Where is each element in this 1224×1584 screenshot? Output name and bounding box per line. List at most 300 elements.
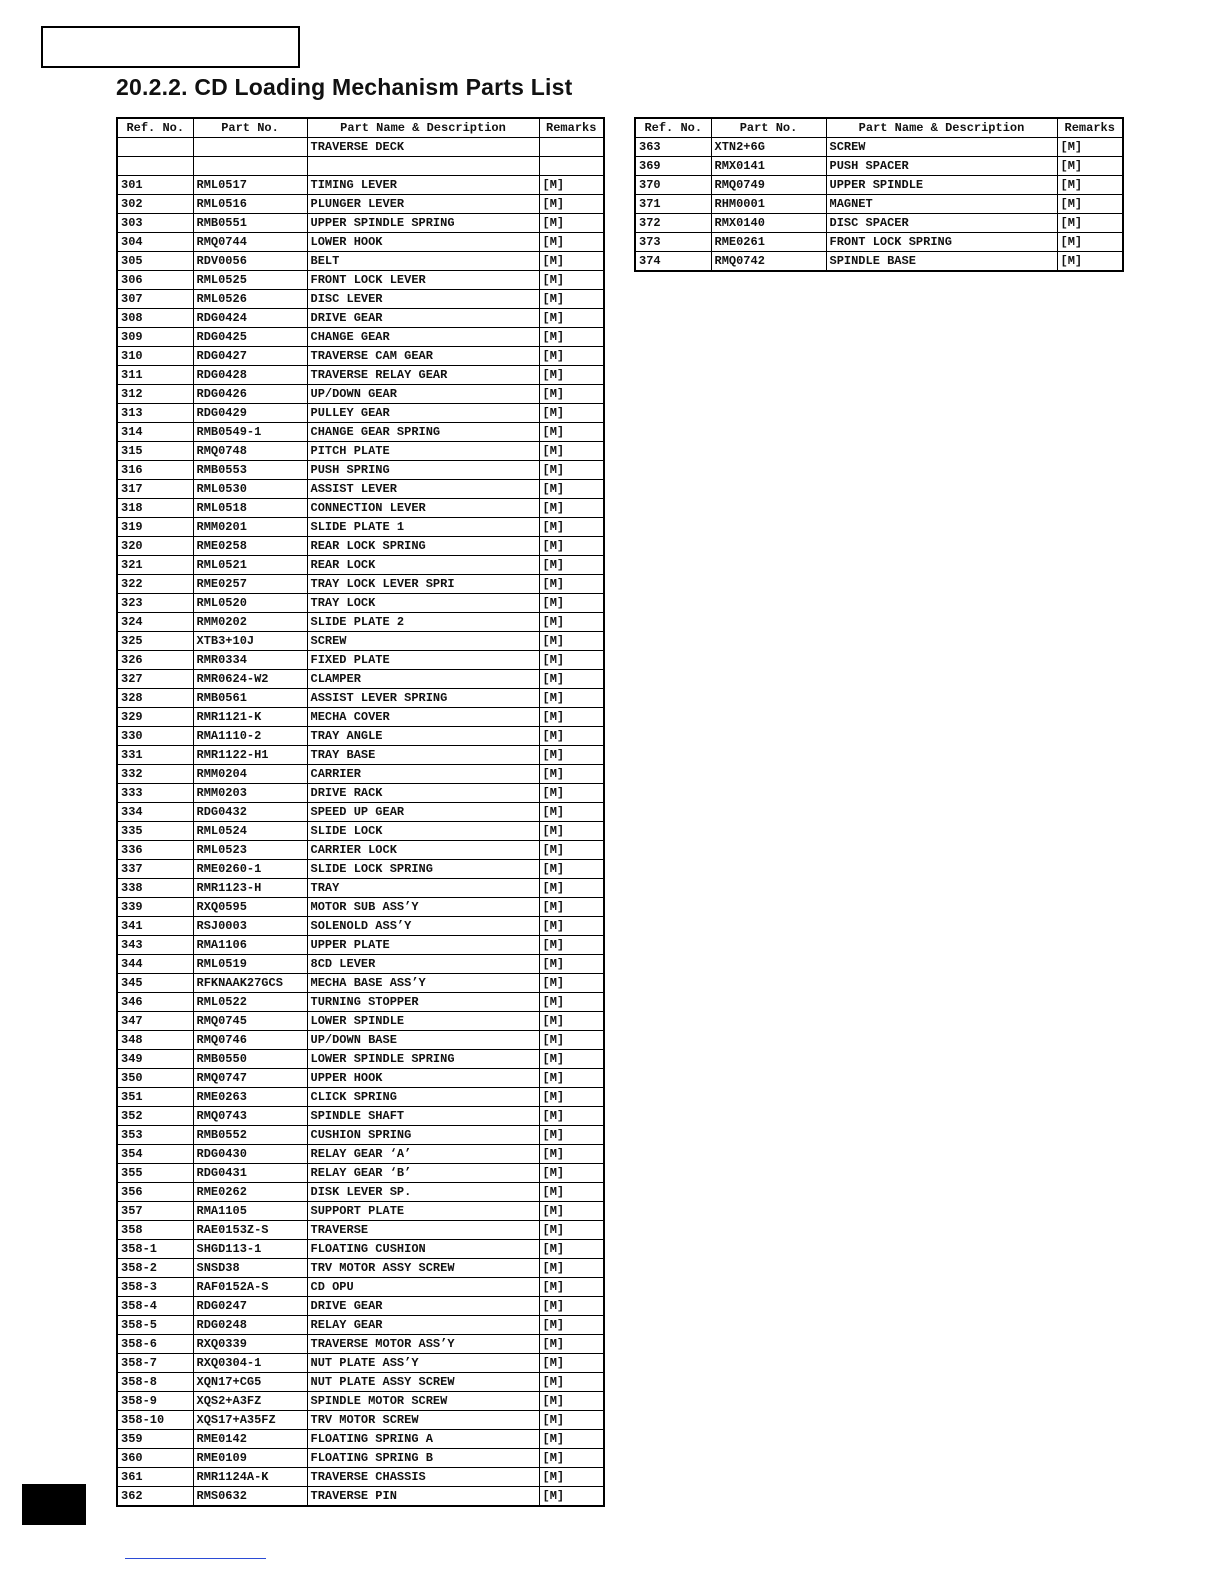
- remarks-cell: [M]: [539, 461, 604, 480]
- part-no-cell: RMQ0745: [193, 1012, 307, 1031]
- ref-no-cell: 357: [117, 1202, 193, 1221]
- remarks-cell: [M]: [539, 1069, 604, 1088]
- section-title: 20.2.2. CD Loading Mechanism Parts List: [116, 74, 573, 100]
- part-no-cell: RML0517: [193, 176, 307, 195]
- part-name-cell: SUPPORT PLATE: [307, 1202, 539, 1221]
- ref-no-cell: 311: [117, 366, 193, 385]
- table-row: [117, 974, 604, 993]
- ref-no-cell: 369: [635, 157, 711, 176]
- part-name-cell: TRV MOTOR SCREW: [307, 1411, 539, 1430]
- remarks-cell: [M]: [539, 404, 604, 423]
- table-row: [117, 1088, 604, 1107]
- remarks-cell: [M]: [539, 746, 604, 765]
- remarks-cell: [M]: [539, 1259, 604, 1278]
- table-row: [117, 195, 604, 214]
- remarks-cell: [M]: [539, 1012, 604, 1031]
- part-no-cell: RML0523: [193, 841, 307, 860]
- table-row: [117, 1354, 604, 1373]
- part-name-cell: CONNECTION LEVER: [307, 499, 539, 518]
- part-no-cell: RME0260-1: [193, 860, 307, 879]
- ref-no-cell: 313: [117, 404, 193, 423]
- remarks-cell: [M]: [1057, 176, 1123, 195]
- ref-no-cell: 358: [117, 1221, 193, 1240]
- part-name-cell: DRIVE RACK: [307, 784, 539, 803]
- table-row: [117, 1316, 604, 1335]
- col-remarks: Remarks: [1057, 118, 1123, 138]
- part-name-cell: TRAVERSE CHASSIS: [307, 1468, 539, 1487]
- ref-no-cell: 317: [117, 480, 193, 499]
- remarks-cell: [M]: [539, 974, 604, 993]
- remarks-cell: [M]: [539, 632, 604, 651]
- remarks-cell: [M]: [539, 822, 604, 841]
- col-part-name: Part Name & Description: [826, 118, 1057, 138]
- remarks-cell: [M]: [539, 1278, 604, 1297]
- remarks-cell: [M]: [539, 1411, 604, 1430]
- part-name-cell: FLOATING CUSHION: [307, 1240, 539, 1259]
- part-no-cell: RML0520: [193, 594, 307, 613]
- table-row: [117, 803, 604, 822]
- remarks-cell: [M]: [539, 594, 604, 613]
- ref-no-cell: 358-2: [117, 1259, 193, 1278]
- ref-no-cell: 309: [117, 328, 193, 347]
- remarks-cell: [M]: [539, 328, 604, 347]
- part-no-cell: RDG0424: [193, 309, 307, 328]
- part-no-cell: RML0522: [193, 993, 307, 1012]
- table-row: [117, 366, 604, 385]
- ref-no-cell: 319: [117, 518, 193, 537]
- table-row: [117, 328, 604, 347]
- ref-no-cell: 335: [117, 822, 193, 841]
- part-no-cell: RXQ0339: [193, 1335, 307, 1354]
- table-row: [117, 936, 604, 955]
- part-name-cell: TRV MOTOR ASSY SCREW: [307, 1259, 539, 1278]
- remarks-cell: [M]: [539, 480, 604, 499]
- part-name-cell: NUT PLATE ASSY SCREW: [307, 1373, 539, 1392]
- part-name-cell: TRAY ANGLE: [307, 727, 539, 746]
- part-no-cell: RDV0056: [193, 252, 307, 271]
- table-row: [117, 442, 604, 461]
- part-no-cell: RML0516: [193, 195, 307, 214]
- part-name-cell: UP/DOWN GEAR: [307, 385, 539, 404]
- part-name-cell: SCREW: [826, 138, 1057, 157]
- table-row: [117, 157, 604, 176]
- table-row: [117, 841, 604, 860]
- table-row: [117, 1430, 604, 1449]
- part-no-cell: XQS2+A3FZ: [193, 1392, 307, 1411]
- remarks-cell: [M]: [539, 1031, 604, 1050]
- table-row: [635, 138, 1123, 157]
- part-no-cell: RME0257: [193, 575, 307, 594]
- table-row: [117, 1107, 604, 1126]
- part-name-cell: TRAY BASE: [307, 746, 539, 765]
- part-name-cell: PULLEY GEAR: [307, 404, 539, 423]
- part-no-cell: RMA1110-2: [193, 727, 307, 746]
- part-name-cell: TURNING STOPPER: [307, 993, 539, 1012]
- remarks-cell: [M]: [539, 1297, 604, 1316]
- table-row: [117, 670, 604, 689]
- part-name-cell: UPPER SPINDLE SPRING: [307, 214, 539, 233]
- part-no-cell: RMB0553: [193, 461, 307, 480]
- remarks-cell: [M]: [539, 442, 604, 461]
- part-no-cell: RME0262: [193, 1183, 307, 1202]
- table-row: [635, 176, 1123, 195]
- part-name-cell: FRONT LOCK LEVER: [307, 271, 539, 290]
- part-name-cell: CARRIER: [307, 765, 539, 784]
- table-row: [117, 309, 604, 328]
- ref-no-cell: 358-10: [117, 1411, 193, 1430]
- table-row: [117, 765, 604, 784]
- remarks-cell: [M]: [1057, 214, 1123, 233]
- remarks-cell: [M]: [539, 385, 604, 404]
- part-name-cell: CHANGE GEAR SPRING: [307, 423, 539, 442]
- ref-no-cell: 336: [117, 841, 193, 860]
- table-row: [117, 1297, 604, 1316]
- parts-table-left: [116, 117, 605, 1507]
- part-no-cell: RME0109: [193, 1449, 307, 1468]
- ref-no-cell: 351: [117, 1088, 193, 1107]
- remarks-cell: [M]: [1057, 157, 1123, 176]
- part-name-cell: SPINDLE MOTOR SCREW: [307, 1392, 539, 1411]
- table-row: [635, 195, 1123, 214]
- part-name-cell: UPPER PLATE: [307, 936, 539, 955]
- table-row: [117, 917, 604, 936]
- ref-no-cell: 322: [117, 575, 193, 594]
- part-no-cell: RML0525: [193, 271, 307, 290]
- parts-table-left-body: [117, 138, 604, 1507]
- ref-no-cell: 358-6: [117, 1335, 193, 1354]
- ref-no-cell: 326: [117, 651, 193, 670]
- part-no-cell: RDG0429: [193, 404, 307, 423]
- remarks-cell: [M]: [539, 1487, 604, 1507]
- table-row: [117, 176, 604, 195]
- remarks-cell: [M]: [539, 1050, 604, 1069]
- remarks-cell: [M]: [539, 1202, 604, 1221]
- ref-no-cell: 350: [117, 1069, 193, 1088]
- part-name-cell: SLIDE PLATE 1: [307, 518, 539, 537]
- table-row: [117, 898, 604, 917]
- part-name-cell: SPINDLE SHAFT: [307, 1107, 539, 1126]
- part-no-cell: XTN2+6G: [711, 138, 826, 157]
- remarks-cell: [M]: [1057, 233, 1123, 252]
- ref-no-cell: 305: [117, 252, 193, 271]
- part-no-cell: RME0261: [711, 233, 826, 252]
- col-ref-no: Ref. No.: [117, 118, 193, 138]
- table-row: [117, 1373, 604, 1392]
- remarks-cell: [M]: [539, 1468, 604, 1487]
- part-name-cell: UPPER SPINDLE: [826, 176, 1057, 195]
- ref-no-cell: 358-4: [117, 1297, 193, 1316]
- ref-no-cell: 337: [117, 860, 193, 879]
- part-name-cell: UPPER HOOK: [307, 1069, 539, 1088]
- remarks-cell: [M]: [539, 1221, 604, 1240]
- ref-no-cell: 349: [117, 1050, 193, 1069]
- part-no-cell: RMB0552: [193, 1126, 307, 1145]
- part-name-cell: TRAY LOCK: [307, 594, 539, 613]
- remarks-cell: [M]: [539, 1335, 604, 1354]
- part-name-cell: DRIVE GEAR: [307, 309, 539, 328]
- ref-no-cell: 333: [117, 784, 193, 803]
- part-name-cell: TRAVERSE RELAY GEAR: [307, 366, 539, 385]
- part-name-cell: MECHA BASE ASS’Y: [307, 974, 539, 993]
- part-no-cell: RML0518: [193, 499, 307, 518]
- part-no-cell: [193, 138, 307, 157]
- table-row: [117, 613, 604, 632]
- remarks-cell: [M]: [539, 1316, 604, 1335]
- ref-no-cell: 315: [117, 442, 193, 461]
- ref-no-cell: 312: [117, 385, 193, 404]
- remarks-cell: [M]: [539, 651, 604, 670]
- table-row: [117, 784, 604, 803]
- table-row: [117, 822, 604, 841]
- table-row: [117, 1145, 604, 1164]
- table-row: [117, 1126, 604, 1145]
- table-row: [635, 157, 1123, 176]
- table-row: [117, 1487, 604, 1507]
- ref-no-cell: 330: [117, 727, 193, 746]
- part-name-cell: [307, 157, 539, 176]
- remarks-cell: [M]: [539, 1145, 604, 1164]
- part-name-cell: RELAY GEAR ‘B’: [307, 1164, 539, 1183]
- remarks-cell: [M]: [539, 1392, 604, 1411]
- part-name-cell: RELAY GEAR ‘A’: [307, 1145, 539, 1164]
- part-no-cell: RML0521: [193, 556, 307, 575]
- remarks-cell: [M]: [539, 1354, 604, 1373]
- part-no-cell: RML0524: [193, 822, 307, 841]
- part-no-cell: RMR1123-H: [193, 879, 307, 898]
- part-no-cell: RMQ0744: [193, 233, 307, 252]
- part-name-cell: FLOATING SPRING B: [307, 1449, 539, 1468]
- part-no-cell: RMR0334: [193, 651, 307, 670]
- part-no-cell: RMR1121-K: [193, 708, 307, 727]
- remarks-cell: [M]: [539, 1183, 604, 1202]
- ref-no-cell: 373: [635, 233, 711, 252]
- part-name-cell: SLIDE LOCK: [307, 822, 539, 841]
- remarks-cell: [M]: [539, 898, 604, 917]
- ref-no-cell: 355: [117, 1164, 193, 1183]
- remarks-cell: [M]: [539, 860, 604, 879]
- ref-no-cell: 358-9: [117, 1392, 193, 1411]
- table-row: [117, 1202, 604, 1221]
- ref-no-cell: 304: [117, 233, 193, 252]
- part-no-cell: RME0258: [193, 537, 307, 556]
- table-row: [117, 233, 604, 252]
- table-row: [117, 1411, 604, 1430]
- part-name-cell: PLUNGER LEVER: [307, 195, 539, 214]
- ref-no-cell: 358-7: [117, 1354, 193, 1373]
- remarks-cell: [M]: [1057, 138, 1123, 157]
- ref-no-cell: 361: [117, 1468, 193, 1487]
- table-row: [117, 1259, 604, 1278]
- table-row: [117, 1221, 604, 1240]
- ref-no-cell: 334: [117, 803, 193, 822]
- remarks-cell: [M]: [539, 917, 604, 936]
- page-tab: [22, 1484, 86, 1525]
- ref-no-cell: 341: [117, 917, 193, 936]
- ref-no-cell: 303: [117, 214, 193, 233]
- part-no-cell: XQN17+CG5: [193, 1373, 307, 1392]
- part-no-cell: RMQ0746: [193, 1031, 307, 1050]
- remarks-cell: [M]: [1057, 195, 1123, 214]
- table-row: [117, 1031, 604, 1050]
- part-name-cell: FIXED PLATE: [307, 651, 539, 670]
- part-name-cell: NUT PLATE ASS’Y: [307, 1354, 539, 1373]
- ref-no-cell: 328: [117, 689, 193, 708]
- part-no-cell: RMQ0742: [711, 252, 826, 272]
- part-name-cell: TRAVERSE DECK: [307, 138, 539, 157]
- remarks-cell: [M]: [539, 803, 604, 822]
- ref-no-cell: 348: [117, 1031, 193, 1050]
- part-no-cell: RDG0425: [193, 328, 307, 347]
- part-name-cell: SLIDE PLATE 2: [307, 613, 539, 632]
- table-row: [117, 651, 604, 670]
- part-name-cell: PUSH SPACER: [826, 157, 1057, 176]
- part-name-cell: PITCH PLATE: [307, 442, 539, 461]
- part-no-cell: RML0519: [193, 955, 307, 974]
- part-no-cell: SNSD38: [193, 1259, 307, 1278]
- remarks-cell: [M]: [539, 708, 604, 727]
- ref-no-cell: 358-8: [117, 1373, 193, 1392]
- ref-no-cell: 346: [117, 993, 193, 1012]
- part-name-cell: TRAVERSE CAM GEAR: [307, 347, 539, 366]
- ref-no-cell: 374: [635, 252, 711, 272]
- table-row: [117, 955, 604, 974]
- part-name-cell: CLAMPER: [307, 670, 539, 689]
- part-name-cell: CUSHION SPRING: [307, 1126, 539, 1145]
- remarks-cell: [M]: [539, 1107, 604, 1126]
- table-row: [635, 233, 1123, 252]
- table-row: [117, 1468, 604, 1487]
- part-no-cell: RME0263: [193, 1088, 307, 1107]
- part-no-cell: RXQ0304-1: [193, 1354, 307, 1373]
- ref-no-cell: 358-5: [117, 1316, 193, 1335]
- ref-no-cell: 332: [117, 765, 193, 784]
- remarks-cell: [M]: [539, 727, 604, 746]
- remarks-cell: [M]: [539, 1449, 604, 1468]
- remarks-cell: [M]: [539, 1373, 604, 1392]
- table-row: [117, 575, 604, 594]
- table-row: [117, 1278, 604, 1297]
- table-row: [117, 518, 604, 537]
- part-no-cell: RML0530: [193, 480, 307, 499]
- remarks-cell: [M]: [539, 1126, 604, 1145]
- part-no-cell: RMR0624-W2: [193, 670, 307, 689]
- table-row: [117, 727, 604, 746]
- part-no-cell: [193, 157, 307, 176]
- ref-no-cell: 301: [117, 176, 193, 195]
- part-name-cell: DISK LEVER SP.: [307, 1183, 539, 1202]
- part-no-cell: RDG0427: [193, 347, 307, 366]
- ref-no-cell: 343: [117, 936, 193, 955]
- part-name-cell: SLIDE LOCK SPRING: [307, 860, 539, 879]
- ref-no-cell: 316: [117, 461, 193, 480]
- remarks-cell: [M]: [539, 936, 604, 955]
- parts-table-right: [634, 117, 1124, 272]
- part-name-cell: TRAY: [307, 879, 539, 898]
- part-no-cell: RHM0001: [711, 195, 826, 214]
- table-row: [117, 271, 604, 290]
- ref-no-cell: 358-3: [117, 1278, 193, 1297]
- part-name-cell: ASSIST LEVER: [307, 480, 539, 499]
- part-no-cell: RME0142: [193, 1430, 307, 1449]
- table-row: [117, 385, 604, 404]
- table-row: [117, 1050, 604, 1069]
- part-name-cell: ASSIST LEVER SPRING: [307, 689, 539, 708]
- remarks-cell: [M]: [539, 347, 604, 366]
- remarks-cell: [M]: [539, 784, 604, 803]
- table-row: [117, 347, 604, 366]
- part-no-cell: RMQ0747: [193, 1069, 307, 1088]
- table-row: [117, 423, 604, 442]
- part-no-cell: RMB0551: [193, 214, 307, 233]
- ref-no-cell: 345: [117, 974, 193, 993]
- part-name-cell: SPINDLE BASE: [826, 252, 1057, 272]
- table-row: [117, 461, 604, 480]
- table-row: [117, 594, 604, 613]
- table-row: [635, 214, 1123, 233]
- ref-no-cell: 331: [117, 746, 193, 765]
- table-row: [117, 1449, 604, 1468]
- part-name-cell: TRAVERSE PIN: [307, 1487, 539, 1507]
- remarks-cell: [M]: [539, 955, 604, 974]
- ref-no-cell: 325: [117, 632, 193, 651]
- remarks-cell: [M]: [539, 765, 604, 784]
- part-name-cell: CD OPU: [307, 1278, 539, 1297]
- remarks-cell: [M]: [539, 214, 604, 233]
- remarks-cell: [M]: [539, 993, 604, 1012]
- remarks-cell: [M]: [539, 670, 604, 689]
- part-no-cell: RDG0431: [193, 1164, 307, 1183]
- ref-no-cell: 354: [117, 1145, 193, 1164]
- part-no-cell: RDG0247: [193, 1297, 307, 1316]
- remarks-cell: [M]: [539, 195, 604, 214]
- ref-no-cell: 362: [117, 1487, 193, 1507]
- remarks-cell: [M]: [539, 1430, 604, 1449]
- part-no-cell: RSJ0003: [193, 917, 307, 936]
- part-no-cell: RMX0140: [711, 214, 826, 233]
- part-no-cell: RDG0426: [193, 385, 307, 404]
- col-part-name: Part Name & Description: [307, 118, 539, 138]
- part-no-cell: RMX0141: [711, 157, 826, 176]
- table-row: [117, 879, 604, 898]
- ref-no-cell: 359: [117, 1430, 193, 1449]
- remarks-cell: [M]: [1057, 252, 1123, 272]
- ref-no-cell: 352: [117, 1107, 193, 1126]
- part-no-cell: RXQ0595: [193, 898, 307, 917]
- part-no-cell: RMM0203: [193, 784, 307, 803]
- part-name-cell: BELT: [307, 252, 539, 271]
- remarks-cell: [M]: [539, 518, 604, 537]
- part-no-cell: RMA1105: [193, 1202, 307, 1221]
- table-row: [117, 1183, 604, 1202]
- part-name-cell: MECHA COVER: [307, 708, 539, 727]
- part-name-cell: DRIVE GEAR: [307, 1297, 539, 1316]
- remarks-cell: [M]: [539, 176, 604, 195]
- table-row: [117, 214, 604, 233]
- part-no-cell: RMA1106: [193, 936, 307, 955]
- part-no-cell: RFKNAAK27GCS: [193, 974, 307, 993]
- ref-no-cell: 360: [117, 1449, 193, 1468]
- ref-no-cell: [117, 138, 193, 157]
- table-row: [117, 556, 604, 575]
- part-name-cell: TRAVERSE MOTOR ASS’Y: [307, 1335, 539, 1354]
- ref-no-cell: 308: [117, 309, 193, 328]
- remarks-cell: [M]: [539, 499, 604, 518]
- part-no-cell: RAE0153Z-S: [193, 1221, 307, 1240]
- ref-no-cell: 324: [117, 613, 193, 632]
- parts-table-right-body: [635, 138, 1123, 272]
- part-no-cell: RML0526: [193, 290, 307, 309]
- remarks-cell: [M]: [539, 879, 604, 898]
